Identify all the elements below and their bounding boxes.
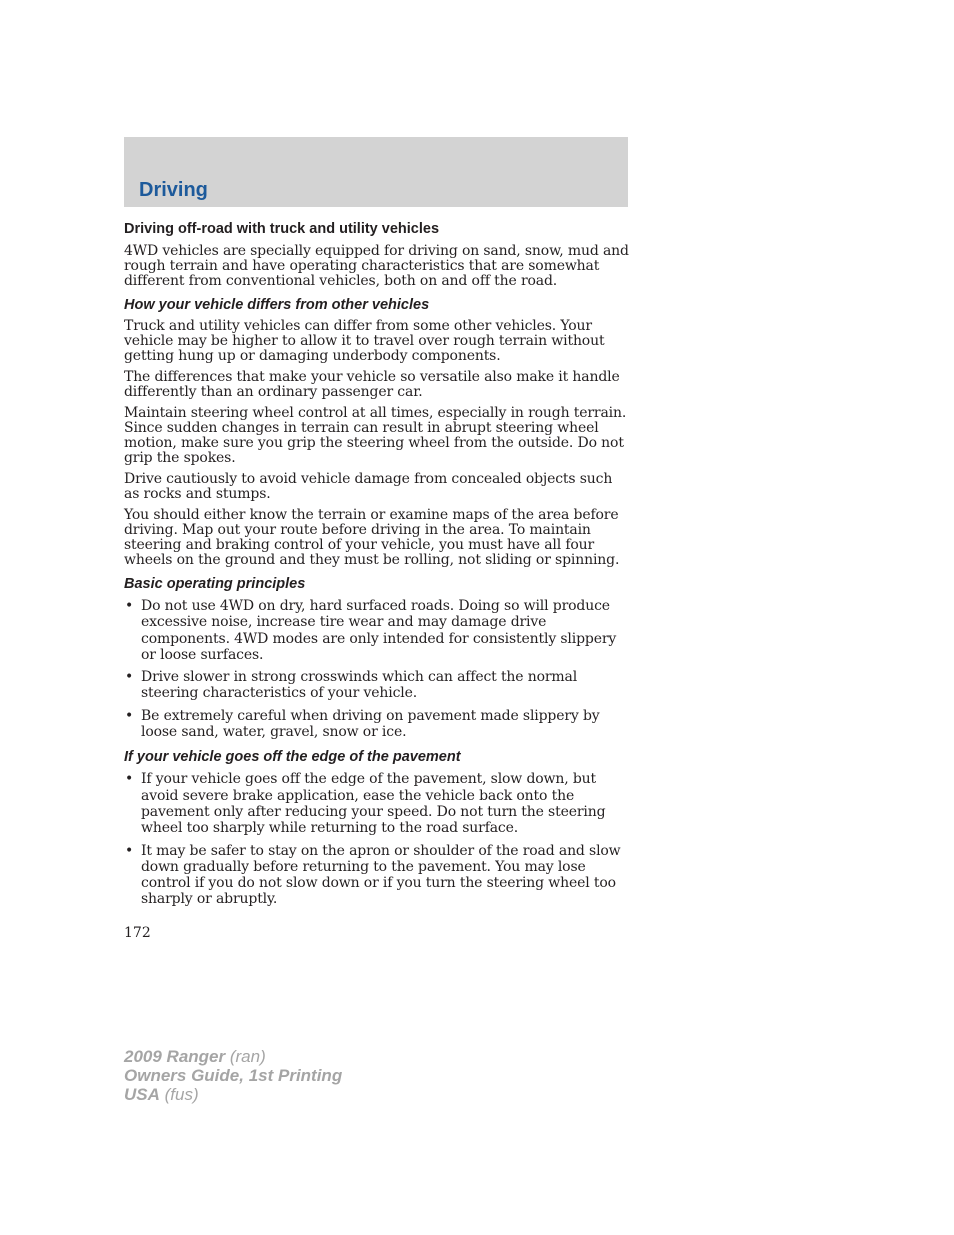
bullet-icon: • [125,771,134,788]
footer-line-market [124,1085,342,1104]
bullet-icon: • [125,669,134,686]
list-item-text: It may be safer to stay on the apron or shoulder of the road and slow down gradually before returning to the pavement. You may lose control if you do not slow down or if you turn the steering wheel too sharply or abruptly. [141,842,621,908]
differs-paragraph: The differences that make your vehicle so versatile also make it handle differently than an ordinary passenger car. [124,369,620,400]
pavement-edge-heading: If your vehicle goes off the edge of the pavement [124,749,461,766]
footer-guide: Owners Guide, 1st Printing [124,1066,343,1085]
bullet-icon: • [125,842,134,859]
list-item-text: Drive slower in strong crosswinds which can affect the normal steering characteristics of your vehicle. [141,669,578,702]
bullet-icon: • [125,707,134,724]
differs-paragraph: Maintain steering wheel control at all times, especially in rough terrain. Since sudden changes in terrain can result in abrupt steering wheel motion, make sure you grip the steering wheel from the outside. Do not grip the spokes. [124,405,627,466]
footer-model-code: (ran) [229,1047,266,1066]
differs-paragraph: Drive cautiously to avoid vehicle damage from concealed objects such as rocks and stumps. [124,471,613,502]
intro-paragraph: 4WD vehicles are specially equipped for driving on sand, snow, mud and rough terrain and have operating characteristics that are somewhat different from conventional vehicles, both on and off the road. [124,243,629,289]
list-item [124,708,630,741]
bullet-icon: • [125,598,134,614]
list-item [124,771,630,836]
page-content [124,219,630,915]
page-number: 172 [124,925,151,941]
footer-imprint [124,1047,342,1104]
chapter-title: Driving [139,179,208,201]
footer-line-model [124,1047,342,1066]
differs-heading: How your vehicle differs from other vehicles [124,297,430,313]
chapter-header-bar [124,137,628,207]
basic-principles-heading: Basic operating principles [124,576,306,592]
differs-paragraph: You should either know the terrain or examine maps of the area before driving. Map out your route before driving in the area. To maintain steering and braking control of your vehicle, you must have all four wheels on the ground and they must be rolling, not sliding or spinning. [124,507,620,568]
footer-model: 2009 Ranger [124,1047,226,1066]
list-item-text: Do not use 4WD on dry, hard surfaced roads. Doing so will produce excessive noise, increase tire wear and may damage drive components. 4WD modes are only intended for consistently slippery or loose surfaces. [141,598,617,663]
pavement-edge-list [124,771,630,907]
footer-market-code: (fus) [164,1085,199,1104]
list-item-text: Be extremely careful when driving on pavement made slippery by loose sand, water, gravel, snow or ice. [141,707,600,741]
list-item [124,598,630,663]
differs-paragraph: Truck and utility vehicles can differ from some other vehicles. Your vehicle may be higher to allow it to travel over rough terrain without getting hung up or damaging underbody components. [124,318,605,364]
footer-line-guide [124,1066,342,1085]
list-item [124,843,630,908]
list-item [124,669,630,702]
list-item-text: If your vehicle goes off the edge of the pavement, slow down, but avoid severe brake application, ease the vehicle back onto the pavement only after reducing your speed. Do not turn the steering wheel too sharply while returning to the road surface. [141,771,606,837]
footer-market: USA [124,1085,160,1104]
section-title: Driving off-road with truck and utility vehicles [124,221,440,237]
basic-principles-list [124,598,630,740]
